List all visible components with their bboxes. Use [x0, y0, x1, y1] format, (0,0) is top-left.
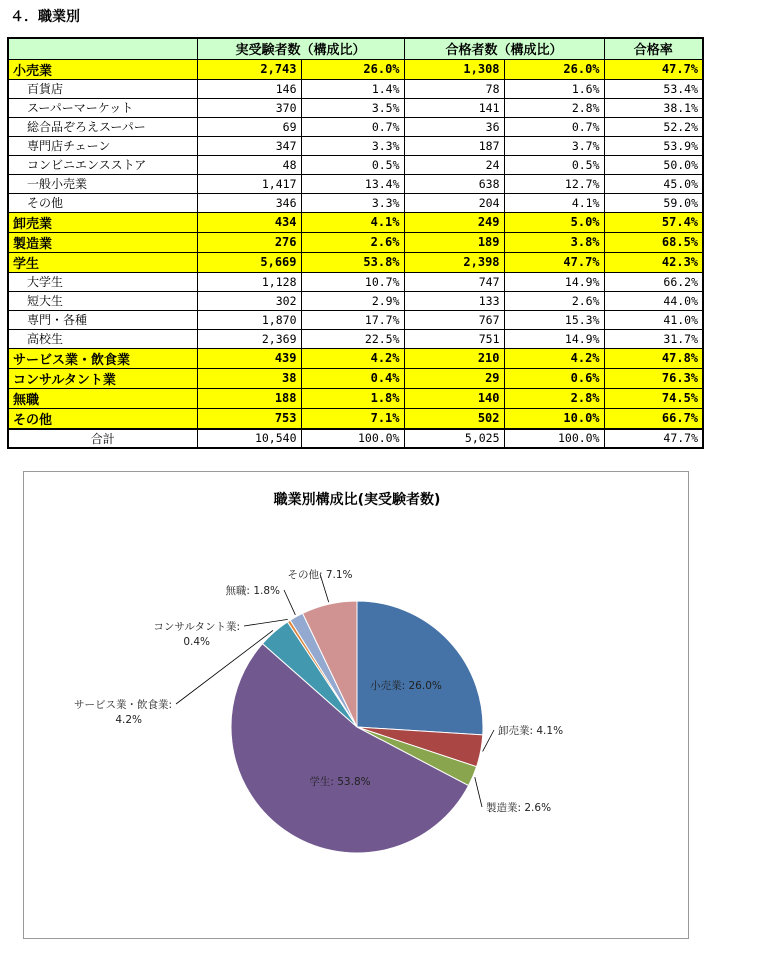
occupation-cell: 製造業: [8, 232, 197, 252]
subcategory-row: [8, 117, 703, 136]
slice-label: 卸売業: 4.1%: [498, 725, 564, 737]
passers-cell: 767: [404, 310, 504, 329]
pass-rate-cell: 47.7%: [604, 429, 703, 448]
examinees-ratio-cell: 3.5%: [301, 98, 404, 117]
examinees-ratio-cell: 17.7%: [301, 310, 404, 329]
occupation-cell: 卸売業: [8, 212, 197, 232]
subcategory-row: [8, 291, 703, 310]
pie-chart: [24, 472, 690, 940]
category-row: [8, 212, 703, 232]
pass-rate-cell: 53.4%: [604, 79, 703, 98]
category-row: [8, 59, 703, 79]
passers-cell: 140: [404, 388, 504, 408]
pass-rate-cell: 68.5%: [604, 232, 703, 252]
passers-ratio-cell: 12.7%: [504, 174, 604, 193]
slice-label: サービス業・飲食業: 4.2%: [73, 699, 172, 726]
total-row: [8, 429, 703, 448]
occupation-cell: 一般小売業: [8, 174, 197, 193]
subcategory-row: [8, 136, 703, 155]
examinees-cell: 434: [197, 212, 301, 232]
passers-ratio-cell: 4.2%: [504, 348, 604, 368]
passers-cell: 204: [404, 193, 504, 212]
examinees-ratio-cell: 4.1%: [301, 212, 404, 232]
examinees-cell: 10,540: [197, 429, 301, 448]
slice-label: 無職: 1.8%: [225, 585, 280, 597]
passers-ratio-cell: 5.0%: [504, 212, 604, 232]
occupation-cell: コンサルタント業: [8, 368, 197, 388]
passers-cell: 187: [404, 136, 504, 155]
pass-rate-cell: 31.7%: [604, 329, 703, 348]
pass-rate-cell: 47.8%: [604, 348, 703, 368]
occupation-cell: サービス業・飲食業: [8, 348, 197, 368]
pass-rate-cell: 59.0%: [604, 193, 703, 212]
subcategory-row: [8, 79, 703, 98]
passers-ratio-cell: 3.7%: [504, 136, 604, 155]
examinees-ratio-cell: 100.0%: [301, 429, 404, 448]
examinees-ratio-cell: 1.8%: [301, 388, 404, 408]
examinees-cell: 2,369: [197, 329, 301, 348]
examinees-ratio-cell: 2.9%: [301, 291, 404, 310]
leader-line: [244, 619, 288, 626]
examinees-cell: 5,669: [197, 252, 301, 272]
pass-rate-cell: 74.5%: [604, 388, 703, 408]
leader-line: [475, 777, 482, 807]
header-pass-rate: 合格率: [604, 38, 703, 59]
section-title: ４．職業別: [10, 9, 80, 25]
slice-label: コンサルタント業: 0.4%: [153, 621, 240, 648]
subcategory-row: [8, 98, 703, 117]
examinees-ratio-cell: 13.4%: [301, 174, 404, 193]
examinees-ratio-cell: 3.3%: [301, 136, 404, 155]
examinees-ratio-cell: 0.7%: [301, 117, 404, 136]
pass-rate-cell: 76.3%: [604, 368, 703, 388]
passers-ratio-cell: 0.7%: [504, 117, 604, 136]
passers-cell: 189: [404, 232, 504, 252]
passers-cell: 747: [404, 272, 504, 291]
category-row: [8, 232, 703, 252]
subcategory-row: [8, 272, 703, 291]
occupation-cell: その他: [8, 408, 197, 429]
passers-ratio-cell: 15.3%: [504, 310, 604, 329]
leader-line: [284, 590, 295, 615]
pass-rate-cell: 47.7%: [604, 59, 703, 79]
passers-ratio-cell: 0.6%: [504, 368, 604, 388]
examinees-cell: 69: [197, 117, 301, 136]
examinees-cell: 302: [197, 291, 301, 310]
examinees-cell: 1,417: [197, 174, 301, 193]
passers-ratio-cell: 100.0%: [504, 429, 604, 448]
examinees-cell: 276: [197, 232, 301, 252]
passers-ratio-cell: 4.1%: [504, 193, 604, 212]
passers-cell: 638: [404, 174, 504, 193]
passers-ratio-cell: 14.9%: [504, 272, 604, 291]
examinees-ratio-cell: 3.3%: [301, 193, 404, 212]
slice-label: 学生: 53.8%: [309, 776, 371, 788]
examinees-cell: 146: [197, 79, 301, 98]
examinees-cell: 2,743: [197, 59, 301, 79]
pass-rate-cell: 52.2%: [604, 117, 703, 136]
header-passers: 合格者数（構成比）: [404, 38, 604, 59]
category-row: [8, 368, 703, 388]
header-occupation: [8, 38, 197, 59]
examinees-cell: 1,870: [197, 310, 301, 329]
passers-cell: 751: [404, 329, 504, 348]
slice-label: 製造業: 2.6%: [486, 802, 552, 814]
pass-rate-cell: 53.9%: [604, 136, 703, 155]
occupation-cell: 専門・各種: [8, 310, 197, 329]
subcategory-row: [8, 329, 703, 348]
passers-ratio-cell: 3.8%: [504, 232, 604, 252]
slice-label: 小売業: 26.0%: [370, 680, 442, 692]
occupation-cell: 専門店チェーン: [8, 136, 197, 155]
pass-rate-cell: 50.0%: [604, 155, 703, 174]
pass-rate-cell: 41.0%: [604, 310, 703, 329]
examinees-ratio-cell: 0.5%: [301, 155, 404, 174]
passers-ratio-cell: 10.0%: [504, 408, 604, 429]
examinees-cell: 48: [197, 155, 301, 174]
pass-rate-cell: 44.0%: [604, 291, 703, 310]
pass-rate-cell: 66.7%: [604, 408, 703, 429]
passers-cell: 78: [404, 79, 504, 98]
examinees-ratio-cell: 7.1%: [301, 408, 404, 429]
occupation-stats-table: [7, 37, 704, 449]
leader-line: [483, 730, 494, 751]
passers-ratio-cell: 14.9%: [504, 329, 604, 348]
occupation-cell: その他: [8, 193, 197, 212]
passers-cell: 29: [404, 368, 504, 388]
chart-title: 職業別構成比(実受験者数): [273, 492, 441, 508]
examinees-cell: 753: [197, 408, 301, 429]
subcategory-row: [8, 174, 703, 193]
examinees-ratio-cell: 10.7%: [301, 272, 404, 291]
passers-cell: 24: [404, 155, 504, 174]
passers-cell: 502: [404, 408, 504, 429]
pie-chart-panel: [23, 471, 689, 939]
table-header-row: [8, 38, 703, 59]
slice-label: その他: 7.1%: [287, 569, 353, 581]
examinees-ratio-cell: 26.0%: [301, 59, 404, 79]
header-examinees: 実受験者数（構成比）: [197, 38, 404, 59]
category-row: [8, 252, 703, 272]
examinees-cell: 38: [197, 368, 301, 388]
occupation-cell: 無職: [8, 388, 197, 408]
examinees-cell: 347: [197, 136, 301, 155]
examinees-cell: 439: [197, 348, 301, 368]
examinees-ratio-cell: 22.5%: [301, 329, 404, 348]
examinees-ratio-cell: 53.8%: [301, 252, 404, 272]
occupation-cell: 短大生: [8, 291, 197, 310]
passers-cell: 36: [404, 117, 504, 136]
subcategory-row: [8, 310, 703, 329]
category-row: [8, 388, 703, 408]
passers-ratio-cell: 0.5%: [504, 155, 604, 174]
passers-ratio-cell: 1.6%: [504, 79, 604, 98]
occupation-cell: 高校生: [8, 329, 197, 348]
occupation-cell: 大学生: [8, 272, 197, 291]
passers-cell: 2,398: [404, 252, 504, 272]
category-row: [8, 348, 703, 368]
passers-cell: 249: [404, 212, 504, 232]
pie-slice: [357, 601, 483, 735]
category-row: [8, 408, 703, 429]
subcategory-row: [8, 155, 703, 174]
examinees-cell: 1,128: [197, 272, 301, 291]
examinees-cell: 346: [197, 193, 301, 212]
occupation-cell: スーパーマーケット: [8, 98, 197, 117]
passers-cell: 141: [404, 98, 504, 117]
passers-cell: 1,308: [404, 59, 504, 79]
passers-ratio-cell: 2.8%: [504, 98, 604, 117]
pass-rate-cell: 66.2%: [604, 272, 703, 291]
pass-rate-cell: 45.0%: [604, 174, 703, 193]
examinees-ratio-cell: 2.6%: [301, 232, 404, 252]
pass-rate-cell: 42.3%: [604, 252, 703, 272]
passers-ratio-cell: 47.7%: [504, 252, 604, 272]
examinees-ratio-cell: 4.2%: [301, 348, 404, 368]
examinees-ratio-cell: 1.4%: [301, 79, 404, 98]
passers-cell: 133: [404, 291, 504, 310]
occupation-cell: 合計: [8, 429, 197, 448]
pass-rate-cell: 38.1%: [604, 98, 703, 117]
passers-cell: 210: [404, 348, 504, 368]
occupation-cell: コンビニエンスストア: [8, 155, 197, 174]
examinees-cell: 188: [197, 388, 301, 408]
subcategory-row: [8, 193, 703, 212]
occupation-cell: 百貨店: [8, 79, 197, 98]
occupation-cell: 総合品ぞろえスーパー: [8, 117, 197, 136]
pass-rate-cell: 57.4%: [604, 212, 703, 232]
examinees-cell: 370: [197, 98, 301, 117]
passers-ratio-cell: 2.8%: [504, 388, 604, 408]
examinees-ratio-cell: 0.4%: [301, 368, 404, 388]
passers-ratio-cell: 26.0%: [504, 59, 604, 79]
occupation-cell: 学生: [8, 252, 197, 272]
passers-cell: 5,025: [404, 429, 504, 448]
occupation-cell: 小売業: [8, 59, 197, 79]
passers-ratio-cell: 2.6%: [504, 291, 604, 310]
